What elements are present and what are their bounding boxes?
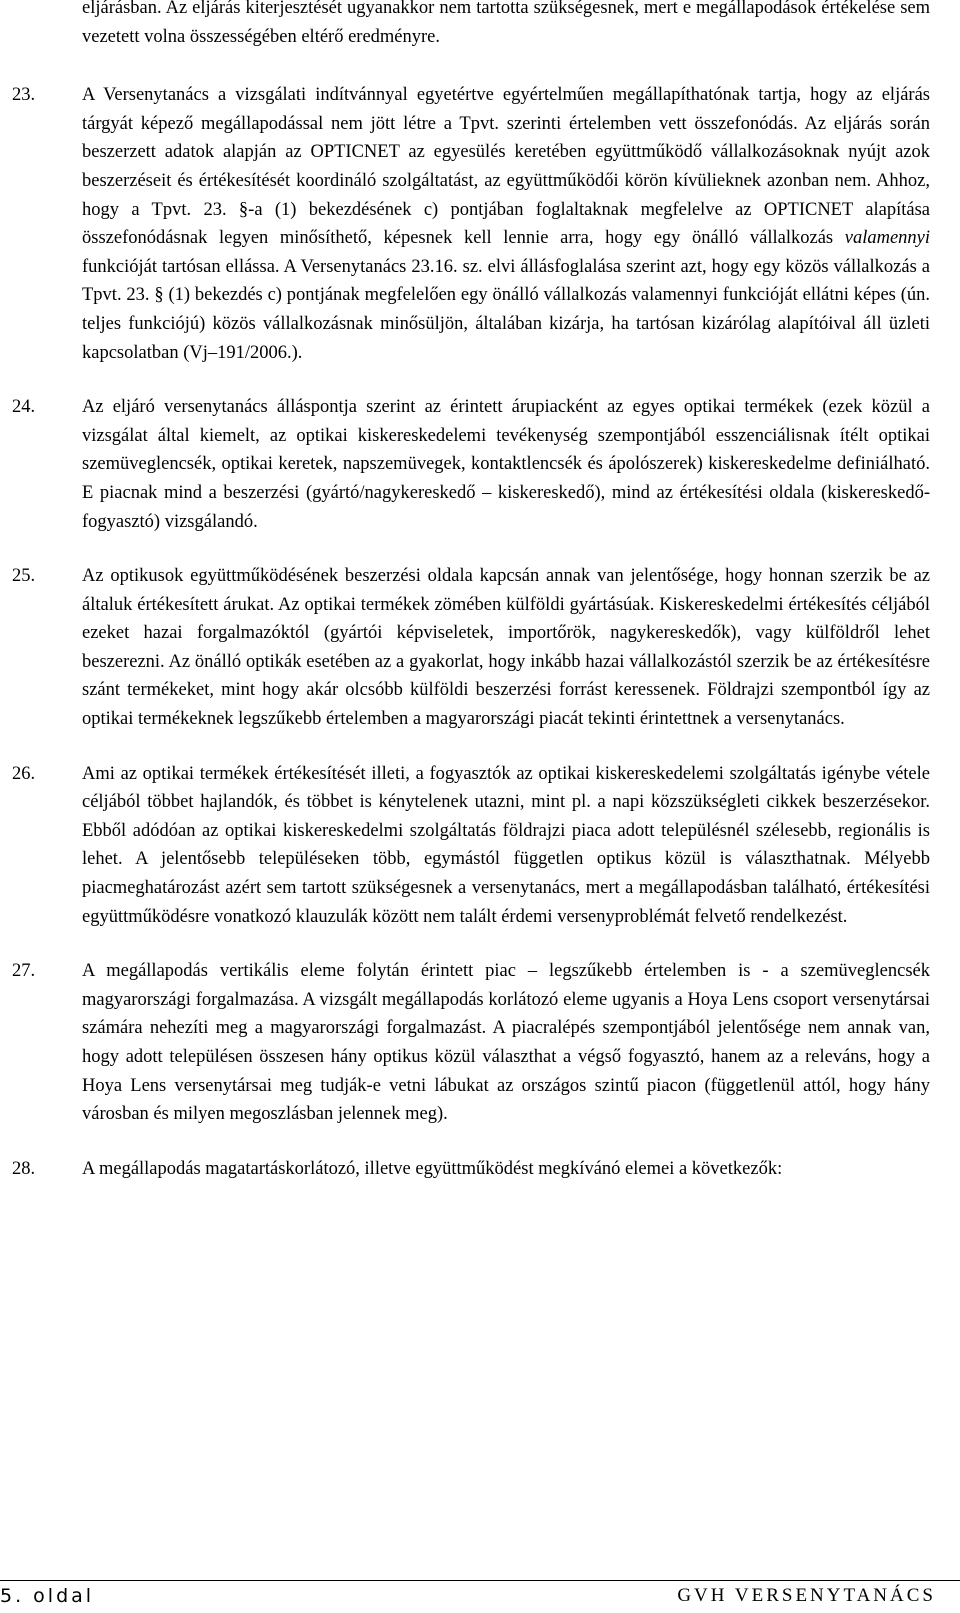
paragraph-text: A Versenytanács a vizsgálati indítvánnyal egyetértve egyértelműen megállapíthatónak tartja, hogy az eljárás tárgyát képező megállapodással nem jött létre a Tpvt. szerinti értelemben vett összefonódás. Az eljárás során beszerzett adatok alapján az OPTICNET az egyesülés keretében együttműködő vállalkozásoknak nyújt azok beszerzéseit és értékesítését koordináló szolgáltatást, az együttműködői körön kívülieknek azonban nem. Ahhoz, hogy a Tpvt. 23. §-a (1) bekezdésének c) pontjában foglaltaknak megfelelve az OPTICNET alapítása összefonódásnak legyen minősíthető, képesnek kell lennie arra, hogy egy önálló vállalkozás (82, 85, 930, 249)
footer-divider (0, 1580, 960, 1581)
paragraph-number: 26. (12, 763, 36, 784)
paragraph-26 (12, 760, 930, 932)
paragraph-text: Az optikusok együttműködésének beszerzési oldala kapcsán annak van jelentősége, hogy honnan szerzik be az általuk értékesített árukat. Az optikai termékek zömében külföldi gyártásúak. Kiskereskedelmi értékesítés céljából ezeket hazai forgalmazóktól (gyártói képviseletek, importőrök, nagykereskedők), vagy külföldről lehet beszerezni. Az önálló optikák esetében az a gyakorlat, hogy inkább hazai vállalkozástól szerzik be az értékesítésre szánt termékeket, mint hogy akár olcsóbb külföldi beszerzési forrást keressenek. Földrajzi szempontból így az optikai termékeknek legszűkebb értelemben a magyarországi piacát tekinti érintettnek a versenytanács. (82, 566, 930, 730)
paragraph-number: 25. (12, 566, 36, 587)
paragraph-number: 28. (12, 1158, 36, 1179)
paragraph-text: A megállapodás magatartáskorlátozó, illetve együttműködést megkívánó elemei a következők: (82, 1158, 783, 1179)
paragraph-number: 27. (12, 961, 36, 982)
paragraph-text: Az eljáró versenytanács álláspontja szerint az érintett árupiacként az egyes optikai termékek (ezek közül a vizsgálat által kiemelt, az optikai kiskereskedelemi tevékenység szempontjából esszenciálisnak ítélt optikai szemüveglencsék, optikai keretek, napszemüvegek, kontaktlencsék és ápolószerek) kiskereskedelme definiálható. E piacnak mind a beszerzési (gyártó/nagykereskedő – kiskereskedő), mind az értékesítési oldala (kiskereskedő-fogyasztó) vizsgálandó. (82, 397, 930, 532)
paragraph-23 (12, 81, 931, 367)
paragraph-continuation: eljárásban. Az eljárás kiterjesztését ugyanakkor nem tartotta szükségesnek, mert e megállapodások értékelése sem vezetett volna összességében eltérő eredményre. (82, 0, 930, 47)
paragraph-25 (12, 562, 930, 734)
paragraph-27 (12, 957, 930, 1129)
paragraph-text: funkcióját tartósan ellássa. A Versenytanács 23.16. sz. elvi állásfoglalása szerint azt, hogy egy közös vállalkozás a Tpvt. 23. § (1) bekezdés c) pontjának megfelelően egy önálló vállalkozás valamennyi funkcióját ellátni képes (ún. teljes funkciójú) közös vállalkozásnak minősüljön, általában kizárja, ha tartósan kizárólag alapítóival áll üzleti kapcsolatban (Vj–191/2006.). (82, 256, 930, 363)
paragraph-number: 23. (12, 85, 36, 106)
paragraph-number: 24. (12, 397, 36, 418)
footer-page-number: 5. oldal (0, 1585, 95, 1607)
paragraph-28 (12, 1155, 930, 1184)
footer-organization: GVH VERSENYTANÁCS (677, 1585, 936, 1606)
document-body (12, 0, 931, 1183)
emphasis: valamennyi (844, 228, 931, 249)
paragraph-24 (12, 393, 930, 536)
paragraph-text: Ami az optikai termékek értékesítését illeti, a fogyasztók az optikai kiskereskedelemi szolgáltatás igénybe vétele céljából többet hajlandók, és többet is kénytelenek utazni, mint pl. a napi közszükségleti cikkek beszerzésekor. Ebből adódóan az optikai kiskereskedelmi szolgáltatás földrajzi piaca adott településnél szélesebb, regionális is lehet. A jelentősebb településeken több, egymástól független optikus közül is választhatnak. Mélyebb piacmeghatározást azért sem tartott szükségesnek a versenytanács, mert a megállapodásban található, értékesítési együttműködésre vonatkozó klauzulák között nem talált érdemi versenyproblémát felvető rendelkezést. (82, 763, 930, 927)
paragraph-text: A megállapodás vertikális eleme folytán érintett piac – legszűkebb értelemben is - a szemüveglencsék magyarországi forgalmazása. A vizsgált megállapodás korlátozó eleme ugyanis a Hoya Lens csoport versenytársai számára nehezíti meg a magyarországi forgalmazást. A piacralépés szempontjából jelentősége nem annak van, hogy adott településen összesen hány optikus közül választhat a végső fogyasztó, hanem az a releváns, hogy a Hoya Lens versenytársai meg tudják-e vetni lábukat az országos szintű piacon (függetlenül attól, hogy hány városban és milyen megoszlásban jelennek meg). (82, 961, 930, 1125)
